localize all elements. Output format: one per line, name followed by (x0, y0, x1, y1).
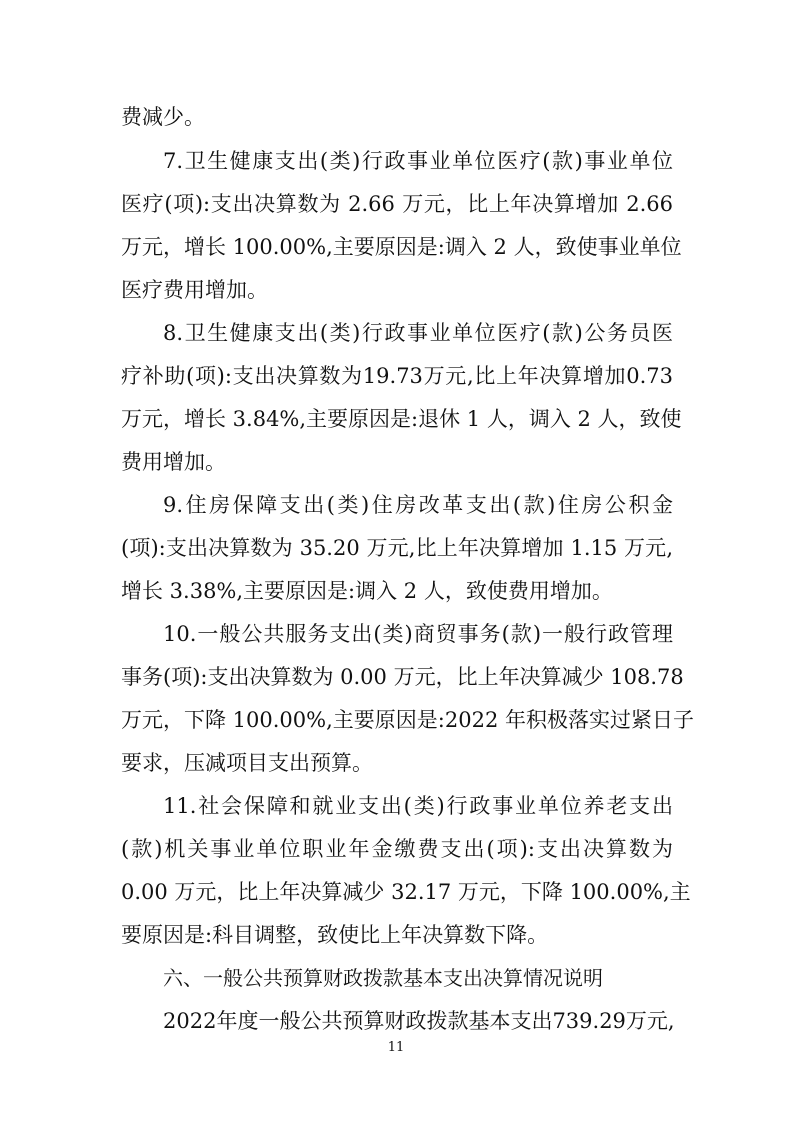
text-line: 万元，增长 3.84%,主要原因是:退休 1 人，调入 2 人，致使 (121, 407, 682, 431)
text-line: 医疗(项):支出决算数为 2.66 万元，比上年决算增加 2.66 (121, 192, 673, 216)
text-line: (项):支出决算数为 35.20 万元,比上年决算增加 1.15 万元, (121, 536, 673, 560)
text-line: 0.00 万元，比上年决算减少 32.17 万元，下降 100.00%,主 (121, 880, 691, 904)
text-line: 万元，增长 100.00%,主要原因是:调入 2 人，致使事业单位 (121, 235, 682, 259)
text-line: 2022年度一般公共预算财政拨款基本支出739.29万元, (163, 1009, 675, 1033)
text-line: 事务(项):支出决算数为 0.00 万元，比上年决算减少 108.78 (121, 665, 684, 689)
text-line: 8.卫生健康支出(类)行政事业单位医疗(款)公务员医 (163, 321, 673, 345)
text-line: 费减少。 (121, 105, 205, 129)
text-line: 9.住房保障支出(类)住房改革支出(款)住房公积金 (163, 493, 673, 517)
text-line: 要原因是:科目调整，致使比上年决算数下降。 (121, 923, 549, 947)
text-line: 10.一般公共服务支出(类)商贸事务(款)一般行政管理 (163, 622, 673, 646)
text-line: (款)机关事业单位职业年金缴费支出(项):支出决算数为 (121, 837, 673, 861)
text-line: 11.社会保障和就业支出(类)行政事业单位养老支出 (163, 794, 673, 818)
text-line: 费用增加。 (121, 450, 226, 474)
text-line: 疗补助(项):支出决算数为19.73万元,比上年决算增加0.73 (121, 364, 673, 388)
text-line: 医疗费用增加。 (121, 278, 268, 302)
text-line: 万元，下降 100.00%,主要原因是:2022 年积极落实过紧日子 (121, 708, 694, 732)
text-line: 7.卫生健康支出(类)行政事业单位医疗(款)事业单位 (163, 149, 673, 173)
text-line: 要求，压减项目支出预算。 (121, 751, 373, 775)
section-heading: 六、一般公共预算财政拨款基本支出决算情况说明 (163, 966, 603, 990)
page-number: 11 (387, 1040, 405, 1055)
text-line: 增长 3.38%,主要原因是:调入 2 人，致使费用增加。 (121, 579, 613, 603)
